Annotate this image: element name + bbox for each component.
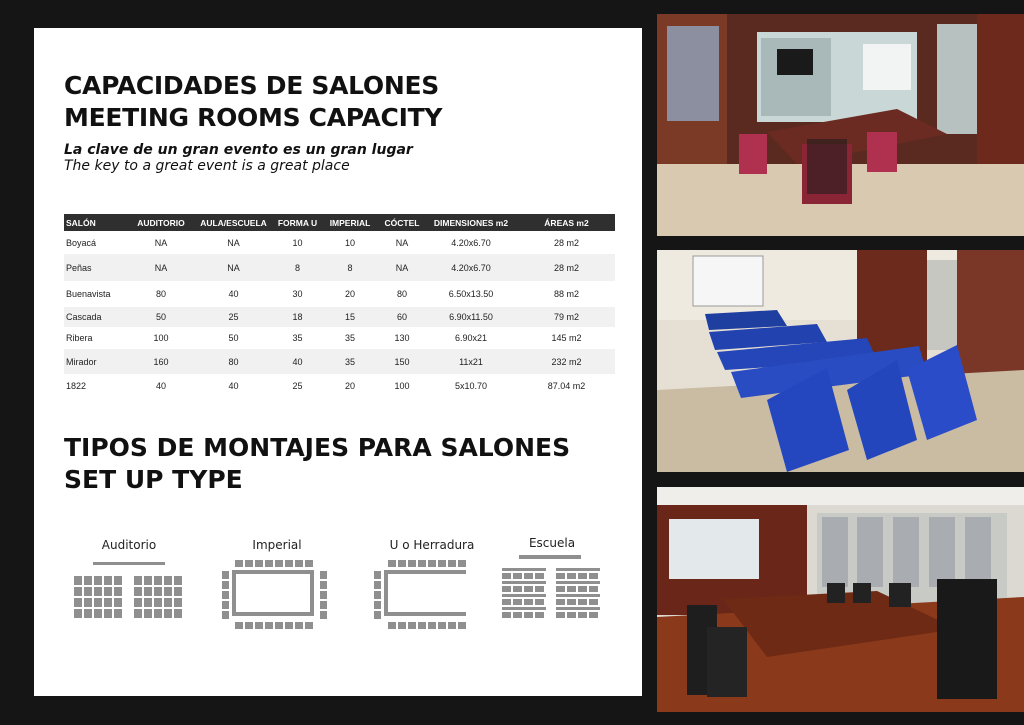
seat-icon (556, 594, 600, 597)
seat-icon (556, 612, 565, 618)
seat-icon (320, 611, 327, 619)
seat-icon (134, 609, 142, 618)
table-row (64, 349, 615, 374)
seat-icon (84, 576, 92, 585)
seat-icon (535, 599, 544, 605)
classroom-setup-photo (657, 250, 1024, 472)
capacity-panel (34, 28, 642, 696)
seat-icon (265, 560, 273, 567)
table-cell: 11x21 (424, 349, 518, 374)
seat-icon (578, 573, 587, 579)
seat-icon (524, 612, 533, 618)
table-cell: 232 m2 (518, 349, 615, 374)
boardroom-photo (657, 487, 1024, 712)
table-cell: Boyacá (66, 237, 97, 248)
seat-icon (556, 568, 600, 571)
seat-icon (174, 587, 182, 596)
seat-icon (134, 598, 142, 607)
table-cell: 30 (292, 289, 303, 299)
seat-icon (104, 576, 112, 585)
seat-icon (285, 560, 293, 567)
seat-icon (285, 622, 293, 629)
seat-icon (398, 560, 406, 567)
layout-u-label: U o Herradura (389, 538, 475, 552)
seat-icon (265, 622, 273, 629)
seat-icon (222, 601, 229, 609)
seat-icon (154, 609, 162, 618)
table-cell: Ribera (66, 333, 93, 343)
seat-icon (94, 598, 102, 607)
seat-icon (94, 576, 102, 585)
table-cell: NA (130, 254, 192, 281)
seat-icon (144, 576, 152, 585)
seat-icon (428, 622, 436, 629)
seat-icon (134, 576, 142, 585)
seat-icon (589, 586, 598, 592)
seat-icon (448, 622, 456, 629)
table-cell: 4.20x6.70 (424, 254, 518, 281)
table-row (64, 231, 615, 254)
seat-icon (502, 599, 511, 605)
table-cell: NA (395, 237, 409, 248)
table-cell: NA (192, 254, 275, 281)
seat-icon (524, 573, 533, 579)
seat-icon (556, 599, 565, 605)
seat-icon (74, 576, 82, 585)
table-cell: 50 (228, 333, 239, 343)
seat-icon (305, 622, 313, 629)
seat-icon (144, 598, 152, 607)
col-header-aula: AULA/ESCUELA (192, 214, 275, 231)
col-header-imperial: IMPERIAL (320, 214, 380, 231)
table-cell: 35 (344, 333, 355, 343)
seat-icon (84, 598, 92, 607)
seat-icon (114, 609, 122, 618)
layout-escuela-label: Escuela (528, 536, 576, 550)
table-cell: 8 (320, 254, 380, 281)
seat-icon (74, 598, 82, 607)
table-cell: 150 (380, 349, 424, 374)
seat-icon (589, 573, 598, 579)
table-cell: 20 (344, 289, 355, 299)
seat-icon (154, 598, 162, 607)
tagline-es: La clave de un gran evento es un gran lugar (64, 142, 413, 158)
seat-icon (222, 581, 229, 589)
layout-u-herradura (374, 538, 484, 638)
table-cell: 80 (396, 289, 407, 299)
seat-icon (589, 599, 598, 605)
seat-icon (235, 560, 243, 567)
seat-icon (74, 587, 82, 596)
seat-icon (408, 622, 416, 629)
seat-icon (84, 587, 92, 596)
table-cell: 6.90x21 (454, 333, 488, 343)
seat-icon (556, 573, 565, 579)
layout-auditorio (74, 538, 194, 638)
seat-icon (295, 622, 303, 629)
table-row (64, 254, 615, 281)
seat-icon (154, 587, 162, 596)
seat-icon (114, 587, 122, 596)
seat-icon (104, 587, 112, 596)
seat-icon (502, 581, 546, 584)
seat-icon (245, 622, 253, 629)
table-cell: 160 (130, 349, 192, 374)
seat-icon (513, 573, 522, 579)
col-header-areas: ÁREAS m2 (518, 214, 615, 231)
seat-icon (245, 560, 253, 567)
seat-icon (513, 612, 522, 618)
seat-icon (164, 609, 172, 618)
seat-icon (448, 560, 456, 567)
seat-icon (428, 560, 436, 567)
seat-icon (255, 622, 263, 629)
seat-icon (589, 612, 598, 618)
table-cell: 20 (344, 380, 355, 391)
table-cell: 4.20x6.70 (451, 237, 491, 248)
table-cell: NA (154, 237, 168, 248)
seat-icon (114, 598, 122, 607)
seat-icon (502, 568, 546, 571)
table-cell: Buenavista (66, 289, 111, 299)
col-header-forma-u: FORMA U (275, 214, 320, 231)
seat-icon (174, 609, 182, 618)
seat-icon (320, 591, 327, 599)
table-cell: 40 (155, 380, 166, 391)
board-line (519, 555, 581, 559)
seat-icon (104, 598, 112, 607)
seat-icon (320, 601, 327, 609)
seat-icon (222, 591, 229, 599)
imperial-table (232, 570, 314, 616)
seat-icon (578, 586, 587, 592)
seat-icon (535, 612, 544, 618)
seat-icon (222, 611, 229, 619)
table-cell: 25 (292, 380, 303, 391)
stage-line (93, 562, 165, 565)
tagline-en: The key to a great event is a great place (64, 158, 350, 174)
seat-icon (275, 560, 283, 567)
table-cell: 87.04 m2 (547, 380, 586, 391)
col-header-auditorio: AUDITORIO (130, 214, 192, 231)
table-cell: 6.50x13.50 (448, 289, 494, 299)
table-cell: 80 (192, 349, 275, 374)
layout-imperial-label: Imperial (252, 538, 302, 552)
table-cell: 5x10.70 (454, 380, 488, 391)
seat-icon (535, 586, 544, 592)
meeting-room-photo (657, 14, 1024, 236)
seat-icon (567, 573, 576, 579)
table-cell: NA (380, 254, 424, 281)
layout-escuela (502, 538, 612, 638)
table-cell: 28 m2 (518, 254, 615, 281)
capacity-table (64, 214, 615, 397)
seat-icon (94, 587, 102, 596)
table-row (64, 307, 615, 327)
u-table (384, 570, 466, 616)
seat-icon (513, 599, 522, 605)
seat-icon (535, 573, 544, 579)
setup-title-en: SET UP TYPE (64, 465, 243, 494)
table-cell: 50 (130, 307, 192, 327)
table-cell: 18 (275, 307, 320, 327)
setup-title-es: TIPOS DE MONTAJES PARA SALONES (64, 433, 571, 462)
seat-icon (374, 611, 381, 619)
seat-icon (104, 609, 112, 618)
seat-icon (144, 587, 152, 596)
seat-icon (502, 607, 546, 610)
seat-icon (556, 586, 565, 592)
table-row (64, 281, 615, 307)
seat-icon (275, 622, 283, 629)
seat-icon (134, 587, 142, 596)
seat-icon (388, 622, 396, 629)
table-cell: 35 (292, 333, 303, 343)
setup-title (64, 432, 570, 496)
table-cell: 88 m2 (553, 289, 579, 299)
seat-icon (418, 622, 426, 629)
table-cell: Cascada (64, 307, 130, 327)
col-header-salon: SALÓN (64, 214, 130, 231)
seat-icon (305, 560, 313, 567)
seat-icon (408, 560, 416, 567)
seat-icon (418, 560, 426, 567)
table-cell: 10 (344, 237, 355, 248)
seat-icon (374, 591, 381, 599)
seat-icon (438, 622, 446, 629)
table-cell: 40 (275, 349, 320, 374)
table-cell: Mirador (64, 349, 130, 374)
table-cell: 40 (228, 380, 239, 391)
seat-icon (295, 560, 303, 567)
table-header-row (64, 214, 615, 231)
table-cell: Peñas (64, 254, 130, 281)
table-cell: 100 (153, 333, 169, 343)
seat-icon (174, 598, 182, 607)
table-row (64, 327, 615, 349)
seat-icon (578, 599, 587, 605)
seat-icon (374, 571, 381, 579)
seat-icon (502, 573, 511, 579)
seat-icon (164, 576, 172, 585)
seat-icon (374, 601, 381, 609)
title-es: CAPACIDADES DE SALONES (64, 71, 439, 100)
table-cell: 8 (275, 254, 320, 281)
col-header-dimensiones: DIMENSIONES m2 (424, 214, 518, 231)
seat-icon (374, 581, 381, 589)
seat-icon (164, 587, 172, 596)
title-en: MEETING ROOMS CAPACITY (64, 103, 443, 132)
seat-icon (388, 560, 396, 567)
table-cell: 6.90x11.50 (424, 307, 518, 327)
seat-icon (398, 622, 406, 629)
seat-icon (502, 594, 546, 597)
table-cell: 10 (292, 237, 303, 248)
seat-icon (320, 571, 327, 579)
table-cell: 130 (394, 333, 410, 343)
seat-icon (114, 576, 122, 585)
seat-icon (255, 560, 263, 567)
seat-icon (524, 599, 533, 605)
seat-icon (154, 576, 162, 585)
seat-icon (74, 609, 82, 618)
table-cell: 40 (228, 289, 239, 299)
table-cell: 60 (380, 307, 424, 327)
table-row (64, 374, 615, 397)
seat-icon (513, 586, 522, 592)
table-cell: 100 (394, 380, 410, 391)
table-cell: 1822 (66, 380, 87, 391)
seat-icon (524, 586, 533, 592)
tagline (64, 142, 413, 174)
seat-icon (438, 560, 446, 567)
table-cell: 79 m2 (518, 307, 615, 327)
seat-icon (222, 571, 229, 579)
seat-icon (502, 612, 511, 618)
seat-icon (556, 607, 600, 610)
seat-icon (578, 612, 587, 618)
page-title (64, 70, 442, 134)
table-cell: 145 m2 (551, 333, 582, 343)
table-cell: 35 (320, 349, 380, 374)
seat-icon (174, 576, 182, 585)
seat-icon (84, 609, 92, 618)
table-cell: 80 (155, 289, 166, 299)
seat-icon (94, 609, 102, 618)
seat-icon (567, 612, 576, 618)
seat-icon (567, 599, 576, 605)
layout-imperial (222, 538, 332, 638)
seat-icon (502, 586, 511, 592)
seat-icon (144, 609, 152, 618)
table-cell: 25 (192, 307, 275, 327)
seat-icon (164, 598, 172, 607)
seat-icon (567, 586, 576, 592)
table-cell: 28 m2 (553, 237, 579, 248)
seat-icon (235, 622, 243, 629)
table-cell: 15 (320, 307, 380, 327)
seat-icon (458, 622, 466, 629)
layout-auditorio-label: Auditorio (101, 538, 157, 552)
seat-icon (320, 581, 327, 589)
table-cell: NA (227, 237, 240, 248)
seat-icon (458, 560, 466, 567)
col-header-coctel: CÓCTEL (380, 214, 424, 231)
seat-icon (556, 581, 600, 584)
